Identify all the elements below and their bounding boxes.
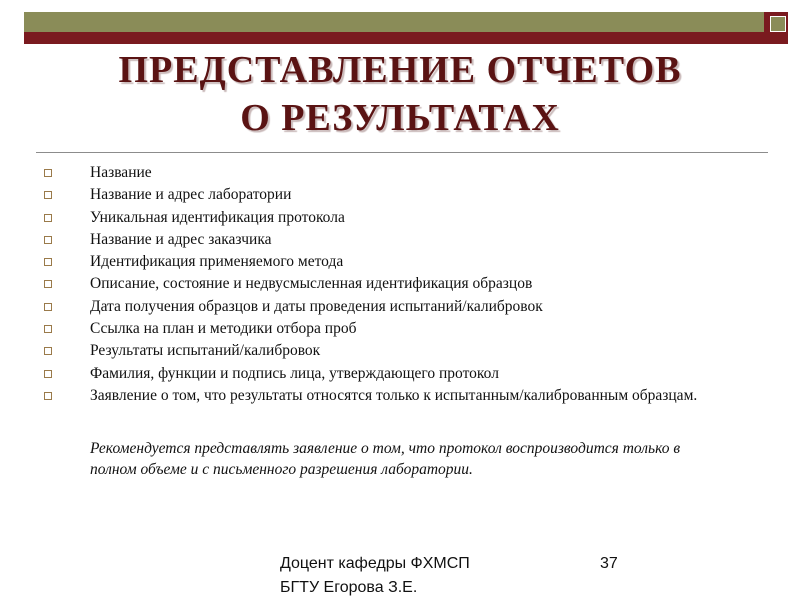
top-decor-bar-dark xyxy=(24,32,764,44)
list-item xyxy=(44,296,744,318)
list-item xyxy=(44,273,744,295)
list-item xyxy=(44,340,744,362)
list-item-text: Название xyxy=(90,164,152,181)
footer-author-line-1: Доцент кафедры ФХМСП xyxy=(280,555,470,572)
top-decor-bar xyxy=(24,12,764,32)
list-item xyxy=(44,363,744,385)
square-bullet-icon xyxy=(44,280,52,288)
square-bullet-icon xyxy=(44,347,52,355)
list-item-text: Название и адрес лаборатории xyxy=(90,186,292,204)
list-item xyxy=(44,162,744,184)
report-requirements-list xyxy=(44,162,744,407)
list-item-text: Уникальная идентификация протокола xyxy=(90,208,345,226)
list-item xyxy=(44,318,744,340)
corner-decor-square xyxy=(770,16,786,32)
list-item-text: Название и адрес заказчика xyxy=(90,230,272,248)
page-number: 37 xyxy=(600,555,618,572)
square-bullet-icon xyxy=(44,191,52,199)
list-item xyxy=(44,385,744,407)
list-item-text: Идентификация применяемого метода xyxy=(90,253,344,271)
square-bullet-icon xyxy=(44,370,52,378)
square-bullet-icon xyxy=(44,214,52,222)
list-item xyxy=(44,251,744,273)
square-bullet-icon xyxy=(44,258,52,266)
square-bullet-icon xyxy=(44,236,52,244)
square-bullet-icon xyxy=(44,325,52,333)
list-item-text: Заявление о том, что результаты относятся только к испытанным/калиброванным образцам. xyxy=(90,386,698,404)
footer-author-line-2: БГТУ Егорова З.Е. xyxy=(280,579,418,596)
list-item xyxy=(44,229,744,251)
square-bullet-icon xyxy=(44,169,52,177)
list-item-text: Результаты испытаний/калибровок xyxy=(90,342,321,360)
list-item-text: Описание, состояние и недвусмысленная идентификация образцов xyxy=(90,275,533,293)
slide-title-line-1: ПРЕДСТАВЛЕНИЕ ОТЧЕТОВ xyxy=(118,49,682,91)
list-item xyxy=(44,184,744,206)
slide-title xyxy=(40,46,760,142)
list-item-text: Ссылка на план и методики отбора проб xyxy=(90,320,357,338)
list-item-text: Дата получения образцов и даты проведения испытаний/калибровок xyxy=(90,297,543,315)
square-bullet-icon xyxy=(44,303,52,311)
list-item xyxy=(44,207,744,229)
footer-author xyxy=(280,552,540,600)
list-item-text: Фамилия, функции и подпись лица, утверждающего протокол xyxy=(90,364,499,382)
recommendation-note: Рекомендуется представлять заявление о том, что протокол воспроизводится только в полном объеме и с письменного разрешения лаборатории. xyxy=(90,440,681,478)
slide-title-line-2: О РЕЗУЛЬТАТАХ xyxy=(240,97,560,139)
title-divider xyxy=(36,152,768,153)
square-bullet-icon xyxy=(44,392,52,400)
